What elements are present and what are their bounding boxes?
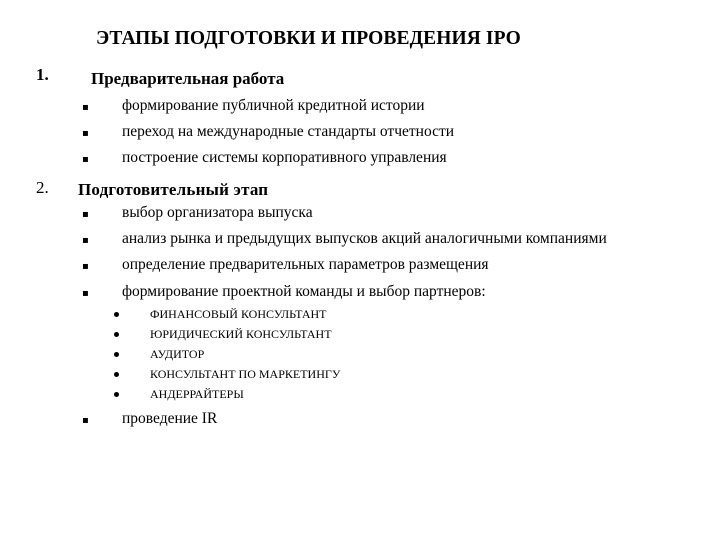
section-1-number: 1. <box>36 65 49 84</box>
round-bullet-icon <box>114 332 119 337</box>
list-item-text: переход на международные стандарты отчетности <box>122 123 455 140</box>
section-2-number: 2. <box>36 178 49 197</box>
list-item-text: построение системы корпоративного управления <box>122 149 447 166</box>
square-bullet-icon: ▪ <box>82 154 89 165</box>
square-bullet-icon: ▪ <box>82 288 89 299</box>
round-bullet-icon <box>114 352 119 357</box>
square-bullet-icon: ▪ <box>82 209 89 220</box>
square-bullet-icon: ▪ <box>82 415 89 426</box>
square-bullet-icon: ▪ <box>82 235 89 246</box>
sub-list-item-text: ЮРИДИЧЕСКИЙ КОНСУЛЬТАНТ <box>150 327 332 341</box>
list-item-text: определение предварительных параметров размещения <box>122 256 489 273</box>
round-bullet-icon <box>114 372 119 377</box>
list-item-text: выбор организатора выпуска <box>122 204 313 221</box>
square-bullet-icon: ▪ <box>82 128 89 139</box>
square-bullet-icon: ▪ <box>82 261 89 272</box>
section-2-heading: Подготовительный этап <box>78 180 269 199</box>
list-item-text: формирование публичной кредитной истории <box>122 97 425 114</box>
round-bullet-icon <box>114 312 119 317</box>
round-bullet-icon <box>114 392 119 397</box>
list-item-text: анализ рынка и предыдущих выпусков акций аналогичными компаниями <box>122 230 607 247</box>
sub-list-item-text: КОНСУЛЬТАНТ ПО МАРКЕТИНГУ <box>150 367 341 381</box>
square-bullet-icon: ▪ <box>82 102 89 113</box>
list-item-text: формирование проектной команды и выбор партнеров: <box>122 283 486 300</box>
section-1-heading: Предварительная работа <box>91 69 285 88</box>
sub-list-item-text: ФИНАНСОВЫЙ КОНСУЛЬТАНТ <box>150 307 327 321</box>
sub-list-item-text: АУДИТОР <box>150 347 205 361</box>
list-item-text: проведение IR <box>122 410 218 427</box>
page-title: ЭТАПЫ ПОДГОТОВКИ И ПРОВЕДЕНИЯ IPO <box>96 28 521 49</box>
sub-list-item-text: АНДЕРРАЙТЕРЫ <box>150 387 244 401</box>
